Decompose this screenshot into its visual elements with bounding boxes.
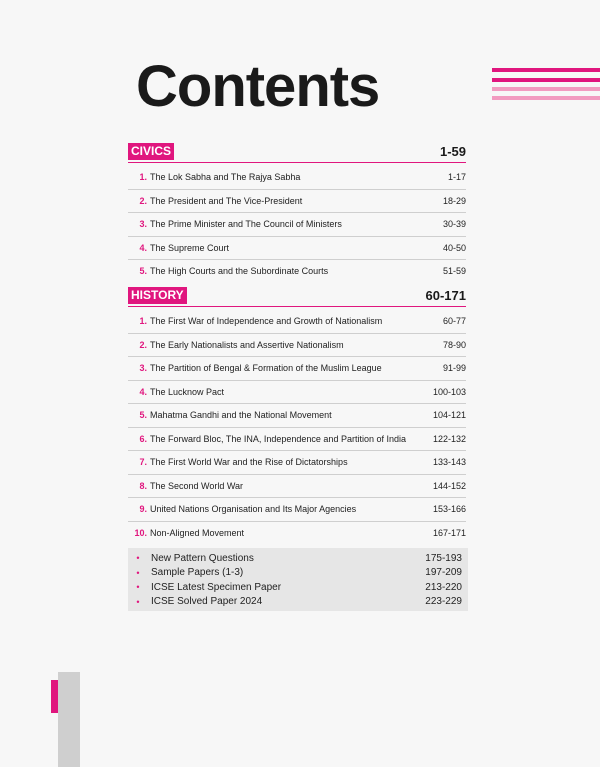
chapter-title: The Partition of Bengal & Formation of the Muslim League [150, 363, 382, 374]
chapter-row[interactable] [128, 451, 466, 475]
chapter-number: 10. [134, 527, 147, 538]
extras-item[interactable] [128, 566, 468, 581]
chapter-pages: 1-17 [447, 172, 466, 183]
decorative-stripe [492, 68, 600, 72]
decorative-stripe [492, 87, 600, 91]
chapter-pages: 40-50 [442, 242, 466, 253]
extras-item[interactable] [128, 595, 468, 610]
chapter-number: 2. [139, 195, 147, 206]
chapter-title: Mahatma Gandhi and the National Movement [150, 410, 332, 421]
chapter-number: 5. [139, 266, 147, 277]
chapter-pages: 30-39 [442, 219, 466, 230]
chapter-row[interactable] [128, 237, 466, 261]
chapter-list [128, 166, 466, 283]
bullet-icon: • [136, 567, 140, 578]
section-civics [128, 143, 466, 283]
decorative-stripe [492, 78, 600, 82]
section-tag: HISTORY [128, 287, 187, 304]
section-page-range: 60-171 [425, 288, 466, 303]
extras-item[interactable] [128, 580, 468, 595]
extras-pages: 213-220 [425, 581, 462, 593]
extras-label: ICSE Solved Paper 2024 [151, 596, 263, 608]
extras-label: ICSE Latest Specimen Paper [151, 581, 282, 593]
section-tag: CIVICS [128, 143, 174, 160]
chapter-row[interactable] [128, 260, 466, 283]
chapter-row[interactable] [128, 166, 466, 190]
chapter-pages: 104-121 [432, 410, 466, 421]
chapter-pages: 153-166 [432, 504, 466, 515]
chapter-number: 3. [139, 363, 147, 374]
chapter-title: Non-Aligned Movement [150, 527, 245, 538]
chapter-row[interactable] [128, 428, 466, 452]
chapter-pages: 18-29 [442, 195, 466, 206]
chapter-row[interactable] [128, 381, 466, 405]
decorative-stripe [492, 96, 600, 100]
chapter-row[interactable] [128, 404, 466, 428]
chapter-pages: 167-171 [432, 527, 466, 538]
chapter-row[interactable] [128, 475, 466, 499]
section-page-range: 1-59 [439, 144, 466, 159]
chapter-title: The President and The Vice-President [150, 195, 303, 206]
chapter-number: 5. [139, 410, 147, 421]
bullet-icon: • [136, 582, 140, 593]
chapter-title: The Lucknow Pact [150, 386, 225, 397]
chapter-row[interactable] [128, 310, 466, 334]
chapter-title: The Second World War [150, 480, 244, 491]
chapter-pages: 91-99 [442, 363, 466, 374]
extras-item[interactable] [128, 551, 468, 566]
section-header [128, 287, 466, 304]
chapter-title: The High Courts and the Subordinate Courts [150, 266, 329, 277]
page-title: Contents [136, 54, 380, 119]
chapter-title: United Nations Organisation and Its Major Agencies [150, 504, 357, 515]
chapter-row[interactable] [128, 357, 466, 381]
extras-label: Sample Papers (1-3) [151, 567, 244, 579]
section-divider [128, 306, 466, 307]
extras-pages: 223-229 [425, 596, 462, 608]
extras-label: New Pattern Questions [151, 552, 254, 564]
chapter-number: 2. [139, 339, 147, 350]
chapter-number: 1. [139, 172, 147, 183]
chapter-title: The Supreme Court [150, 242, 230, 253]
chapter-number: 7. [139, 457, 147, 468]
chapter-title: The Lok Sabha and The Rajya Sabha [150, 172, 301, 183]
chapter-number: 6. [139, 433, 147, 444]
chapter-row[interactable] [128, 190, 466, 214]
chapter-pages: 60-77 [442, 316, 466, 327]
chapter-number: 4. [139, 386, 147, 397]
chapter-row[interactable] [128, 334, 466, 358]
chapter-title: The Prime Minister and The Council of Ministers [150, 219, 342, 230]
chapter-pages: 144-152 [432, 480, 466, 491]
chapter-row[interactable] [128, 522, 466, 545]
chapter-number: 9. [139, 504, 147, 515]
chapter-number: 1. [139, 316, 147, 327]
chapter-row[interactable] [128, 213, 466, 237]
chapter-title: The First World War and the Rise of Dictatorships [150, 457, 348, 468]
bullet-icon: • [136, 553, 140, 564]
chapter-number: 4. [139, 242, 147, 253]
section-header [128, 143, 466, 160]
side-tab-accent [51, 680, 58, 713]
extras-panel [128, 548, 468, 611]
chapter-list [128, 310, 466, 544]
bullet-icon: • [136, 596, 140, 607]
chapter-number: 3. [139, 219, 147, 230]
chapter-title: The Early Nationalists and Assertive Nationalism [150, 339, 344, 350]
extras-pages: 175-193 [425, 552, 462, 564]
chapter-pages: 133-143 [432, 457, 466, 468]
chapter-pages: 122-132 [432, 433, 466, 444]
chapter-title: The First War of Independence and Growth of Nationalism [150, 316, 383, 327]
section-divider [128, 162, 466, 163]
side-tab-gray [58, 672, 80, 767]
chapter-pages: 78-90 [442, 339, 466, 350]
chapter-number: 8. [139, 480, 147, 491]
extras-pages: 197-209 [425, 567, 462, 579]
chapter-row[interactable] [128, 498, 466, 522]
chapter-pages: 100-103 [432, 386, 466, 397]
chapter-pages: 51-59 [442, 266, 466, 277]
section-history [128, 287, 466, 544]
chapter-title: The Forward Bloc, The INA, Independence and Partition of India [150, 433, 406, 444]
